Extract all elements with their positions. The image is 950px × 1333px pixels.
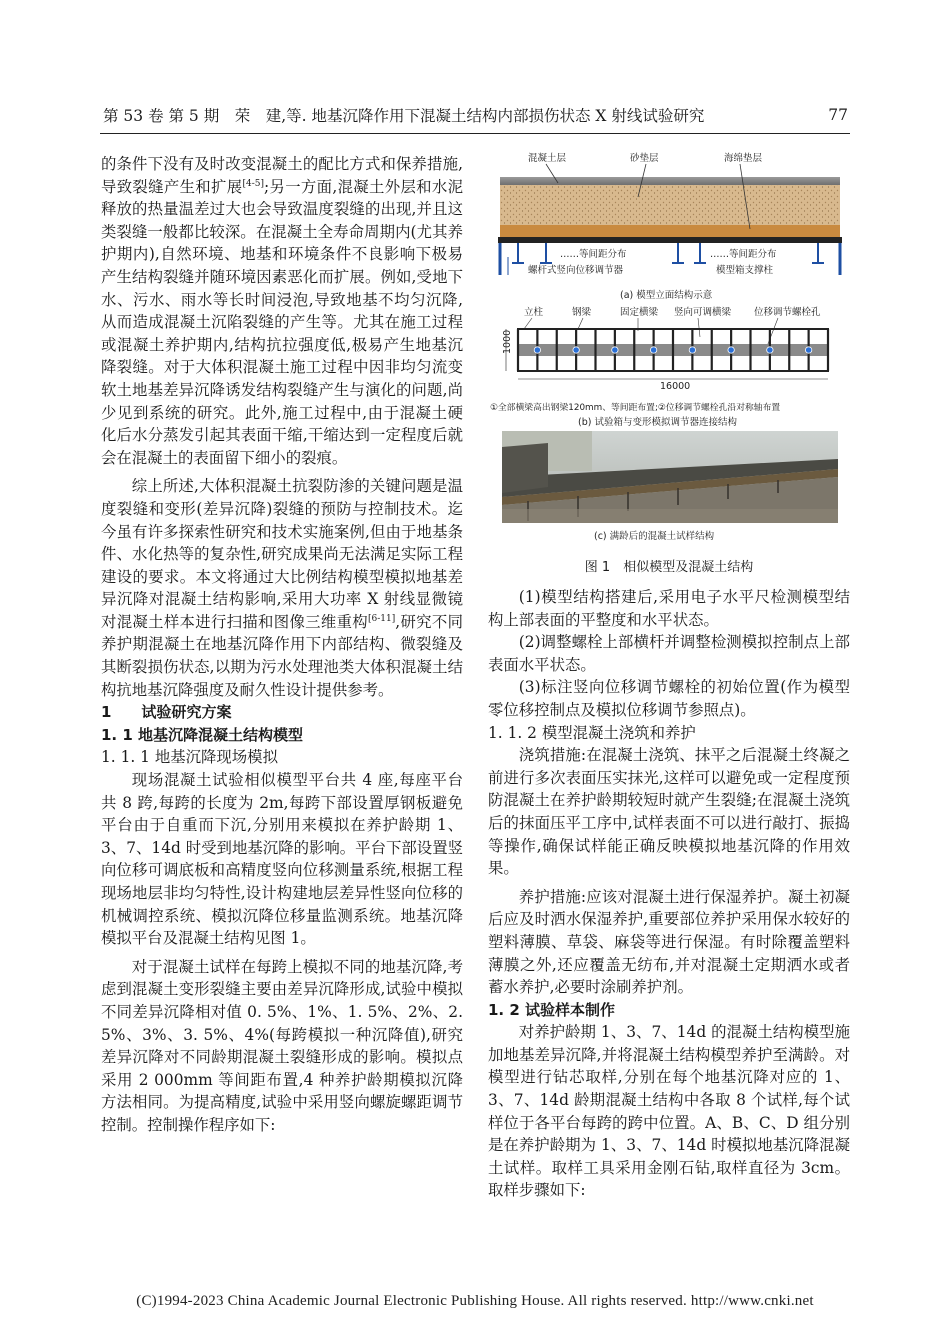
paragraph-5: 浇筑措施:在混凝土浇筑、抹平之后混凝土终凝之前进行多次表面压实抹光,这样可以避免或一定程度预防混凝土在养护龄期较短时就产生裂缝;在混凝土浇筑后的抹面压平工序中,试样表面不可以进行敲打、振捣等操作,确保试样能正确反映模拟地基沉降的作用效果。 [488, 746, 850, 878]
paragraph-3: 现场混凝土试验相似模型平台共 4 座,每座平台共 8 跨,每跨的长度为 2m,每跨下部设置厚钢板避免平台由于自重而下沉,分别用来模拟在养护龄期 1、3、7、14d 时受到地基沉降的影响。平台下部设置竖向位移可调底板和高精度竖向位移测量系统,根据工程现场地层非均匀特性,设计构建地层差异性竖向位移的机械调控系统、模拟沉降位移量监测系统。地基沉降模拟平台及混凝土结构见图 1。 [101, 771, 463, 948]
bolt-hole [689, 347, 695, 353]
bolt-hole [534, 347, 540, 353]
step-3: (3)标注竖向位移调节螺栓的初始位置(作为模型零位移控制点及模拟位移调节参照点)。 [488, 678, 850, 719]
figure-title: 图 1 相似模型及混凝土结构 [584, 560, 754, 575]
label-concrete: 混凝土层 [528, 153, 567, 164]
figure-1 [488, 147, 850, 571]
section-heading-1-1: 1. 1 地基沉降混凝土结构模型 [101, 725, 304, 744]
copyright-footer: (C)1994-2023 China Academic Journal Electronic Publishing House. All rights reserved. http://www.cnki.net [136, 1293, 814, 1309]
bolt-hole [767, 347, 773, 353]
p2b-text: ,研究不同养护期混凝土在地基沉降作用下内部结构、微裂缝及其断裂损伤状态,以期为污水处理池类大体积混凝土结构抗地基沉降强度及耐久性设计提供参考。 [101, 612, 463, 699]
note-b: ①全部横梁高出钢梁120mm、等间距布置;②位移调节螺栓孔沿对称轴布置 [490, 403, 781, 413]
bolt-hole [573, 347, 579, 353]
paragraph-6: 养护措施:应该对混凝土进行保湿养护。凝土初凝后应及时洒水保湿养护,重要部位养护采用保水较好的塑料薄膜、草袋、麻袋等进行保湿。有时除覆盖塑料薄膜之外,还应覆盖无纺布,并对混凝土定期洒水或者蓄水养护,必要时涂刷养护剂。 [488, 887, 850, 997]
label-sand: 砂垫层 [630, 153, 659, 164]
label-sponge: 海绵垫层 [724, 153, 763, 164]
bolt-hole [650, 347, 656, 353]
paragraph-7: 对养护龄期 1、3、7、14d 的混凝土结构模型施加地基差异沉降,并将混凝土结构模型养护至满龄。对模型进行钻芯取样,分别在每个地基沉降对应的 1、3、7、14d 龄期混凝土结构中各取 8 个试样,每个试样位于各平台每跨的跨中位置。A、B、C、D 组分别是在养护龄期为 1、3、7、14d 时模拟地基沉降混凝土试样。取样工具采用金刚石钻,取样直径为 3cm。取样步骤如下: [488, 1023, 850, 1200]
figure-1a-elevation [498, 152, 842, 301]
label-equal-right: ……等间距分布 [710, 249, 777, 260]
bolt-hole [805, 347, 811, 353]
label-equal-left: ……等间距分布 [560, 249, 627, 260]
section-heading-1-1-1: 1. 1. 1 地基沉降现场模拟 [101, 748, 278, 767]
model-box-base [498, 237, 842, 243]
adjusters [512, 243, 824, 263]
step-1: (1)模型结构搭建后,采用电子水平尺检测模型结构上部表面的平整度和水平状态。 [488, 588, 850, 629]
label-bolt-hole: 位移调节螺栓孔 [754, 307, 821, 318]
sponge-layer [500, 225, 840, 237]
bolt-hole [728, 347, 734, 353]
dim-length: 16000 [660, 381, 691, 392]
step-2: (2)调整螺栓上部横杆并调整检测模拟控制点上部表面水平状态。 [488, 633, 850, 674]
label-fixed-beam: 固定横梁 [620, 307, 659, 318]
label-column: 立柱 [524, 307, 544, 318]
figure-1c-photo [502, 431, 838, 542]
caption-b: (b) 试验箱与变形模拟调节器连接结构 [578, 417, 737, 428]
p1b-text: ;另一方面,混凝土外层和水泥释放的热量温差过大也会导致温度裂缝的出现,并且这类裂缝一般都比较深。在混凝土全寿命周期内(尤其养护期内),自然环境、地基和环境条件不良影响下极易产生结构裂缝并随环境因素恶化而扩展。例如,受地下水、污水、雨水等长时间浸泡,导致地基不均匀沉降,从而造成混凝土沉陷裂缝的产生等。尤其在施工过程或混凝土养护期内,结构抗拉强度低,极易产生地基沉降裂缝。对于大体积混凝土施工过程中因非均匀流变软土地基差异沉降诱发结构裂缝产生与演化的问题,尚少见到系统的研究。此外,施工过程中,由于混凝土硬化后水分蒸发引起其表面干缩,干缩达到一定程度后就会在混凝土的表面留下细小的裂痕。 [101, 177, 463, 467]
caption-a: (a) 模型立面结构示意 [620, 290, 713, 301]
left-column [101, 153, 463, 1137]
page-number: 77 [828, 106, 848, 124]
label-adj-beam: 竖向可调横梁 [674, 307, 732, 318]
section-heading-1-1-2: 1. 1. 2 模型混凝土浇筑和养护 [488, 723, 696, 742]
label-adjuster: 螺杆式竖向位移调节器 [528, 265, 624, 276]
citation-6-11: [6-11] [368, 613, 396, 624]
header-rule [100, 133, 850, 134]
paragraph-4: 对于混凝土试样在每跨上模拟不同的地基沉降,考虑到混凝土变形裂缝主要由差异沉降形成,试验中模拟不同差异沉降相对值 0. 5%、1%、1. 5%、2%、2. 5%、3%、3. 5%、4%(每跨模拟一种沉降值),研究差异沉降对不同龄期混凝土裂缝形成的影响。模拟点采用 2 000mm 等间距布置,4 种养护龄期模拟沉降方法相同。为提高精度,试验中采用竖向螺旋螺距调节控制。控制操作程序如下: [101, 957, 463, 1134]
paragraph-1 [101, 153, 463, 469]
label-support: 模型箱支撑柱 [716, 265, 774, 276]
concrete-layer [500, 177, 840, 185]
section-heading-1: 1 试验研究方案 [101, 703, 232, 722]
dim-height: 1000 [502, 329, 513, 354]
running-header: 第 53 卷 第 5 期 荣 建,等. 地基沉降作用下混凝土结构内部损伤状态 X 射线试验研究 [103, 107, 705, 125]
paragraph-2 [101, 475, 463, 701]
p2a-text: 综上所述,大体积混凝土抗裂防渗的关键问题是温度裂缝和变形(差异沉降)裂缝的预防与控制技术。迄今虽有许多探索性研究和技术实施案例,但由于地基条件、水化热等的复杂性,研究成果尚无法满足实际工程建设的要求。本文将通过大比例结构模型模拟地基差异沉降对混凝土结构影响,采用大功率 X 射线显微镜对混凝土样本进行扫描和图像三维重构 [101, 477, 463, 631]
label-steel-beam: 钢梁 [572, 307, 592, 318]
caption-c: (c) 满龄后的混凝土试样结构 [594, 531, 715, 542]
bolt-hole [612, 347, 618, 353]
section-heading-1-2: 1. 2 试验样本制作 [488, 1000, 616, 1019]
citation-4-5: [4-5] [242, 178, 264, 189]
p1-text: 的条件下没有及时改变混凝土的配比方式和保养措施,导致裂缝产生和扩展 [101, 155, 463, 196]
right-column [488, 586, 850, 1202]
figure-1b-plan [490, 306, 828, 428]
sand-layer [500, 185, 840, 225]
